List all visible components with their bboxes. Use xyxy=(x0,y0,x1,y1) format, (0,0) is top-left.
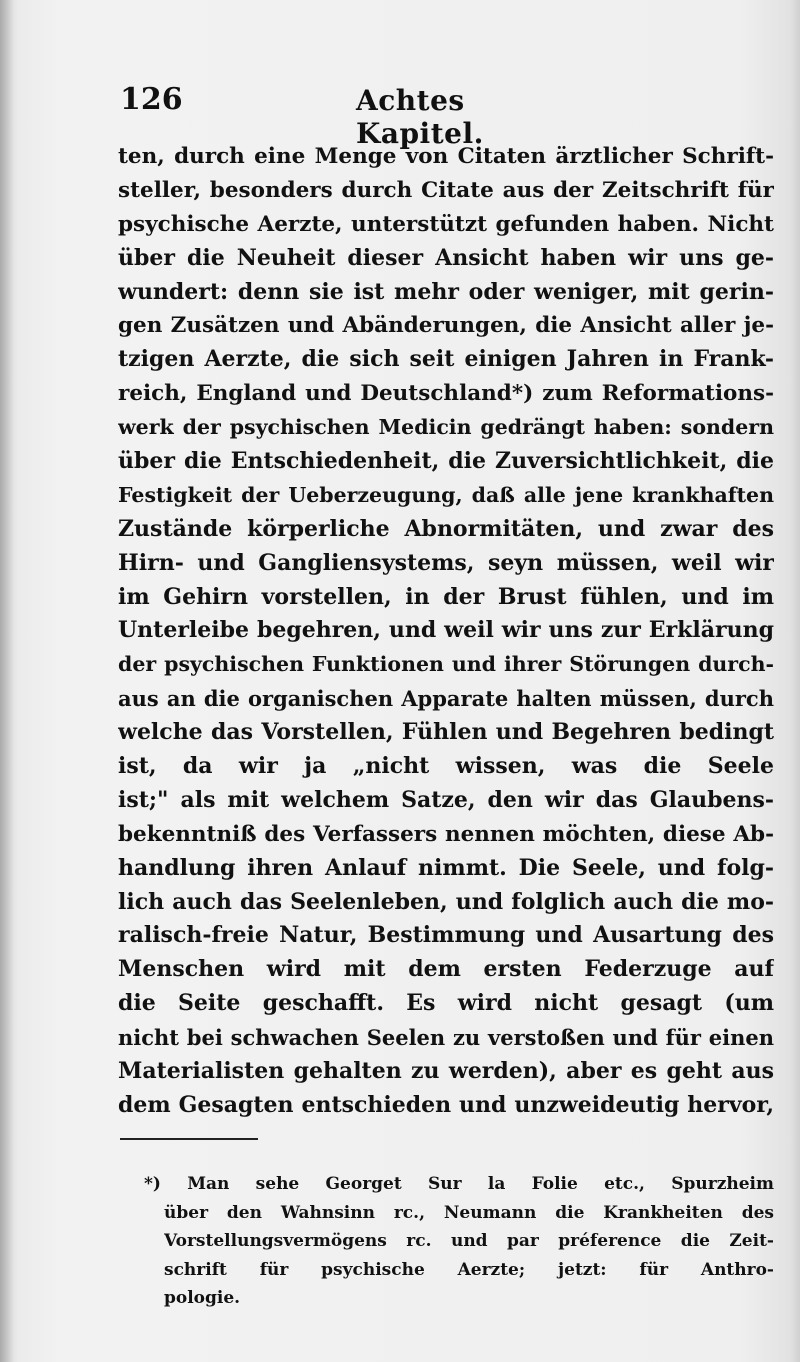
body-line: über die Entschiedenheit, die Zuversichtlichkeit, die xyxy=(118,448,774,475)
body-line: im Gehirn vorstellen, in der Brust fühlen, und im xyxy=(118,583,774,610)
body-line: die Seite geschafft. Es wird nicht gesagt (um xyxy=(118,990,774,1017)
body-line: wundert: denn sie ist mehr oder weniger, mit gerin- xyxy=(118,278,774,305)
body-line: werk der psychischen Medicin gedrängt haben: sondern xyxy=(118,415,774,440)
body-text xyxy=(118,140,774,1123)
body-line: ralisch-freie Natur, Bestimmung und Ausartung des xyxy=(118,922,774,949)
body-line: Hirn- und Gangliensystems, seyn müssen, weil wir xyxy=(118,549,774,576)
body-line: tzigen Aerzte, die sich seit einigen Jahren in Frank- xyxy=(118,346,774,373)
footnote-rule xyxy=(120,1138,258,1140)
footnote-line: Vorstellungsvermögens rc. und par préference die Zeit- xyxy=(164,1231,774,1251)
footnote-line: *) Man sehe Georget Sur la Folie etc., Spurzheim xyxy=(144,1174,774,1194)
body-line: psychische Aerzte, unterstützt gefunden haben. Nicht xyxy=(118,211,774,237)
body-line: lich auch das Seelenleben, und folglich auch die mo- xyxy=(118,888,774,915)
body-line: Menschen wird mit dem ersten Federzuge auf xyxy=(118,956,774,983)
body-line: Materialisten gehalten zu werden), aber es geht aus xyxy=(118,1058,774,1085)
page-header xyxy=(120,82,550,150)
body-line: Festigkeit der Ueberzeugung, daß alle jene krankhaften xyxy=(118,482,774,507)
body-line: aus an die organischen Apparate halten müssen, durch xyxy=(118,686,774,712)
body-line: Zustände körperliche Abnormitäten, und zwar des xyxy=(118,515,774,542)
spine-shadow xyxy=(0,0,14,1362)
footnote-line: schrift für psychische Aerzte; jetzt: für Anthro- xyxy=(164,1259,774,1280)
body-line: gen Zusätzen und Abänderungen, die Ansicht aller je- xyxy=(118,313,774,339)
body-line: ten, durch eine Menge von Citaten ärztlicher Schrift- xyxy=(118,144,774,169)
body-line: dem Gesagten entschieden und unzweideutig hervor, xyxy=(118,1091,774,1118)
body-line: über die Neuheit dieser Ansicht haben wir uns ge- xyxy=(118,244,774,271)
page-number: 126 xyxy=(120,82,183,117)
footnote-line: pologie. xyxy=(164,1288,241,1308)
body-line: ist;" als mit welchem Satze, den wir das Glaubens- xyxy=(118,786,774,813)
body-line: Unterleibe begehren, und weil wir uns zur Erklärung xyxy=(118,617,774,644)
body-line: der psychischen Funktionen und ihrer Störungen durch- xyxy=(118,652,774,677)
footnote xyxy=(144,1170,774,1313)
running-head: Achtes Kapitel. xyxy=(356,84,484,150)
body-line: ist, da wir ja „nicht wissen, was die Seele xyxy=(118,753,774,780)
body-line: reich, England und Deutschland*) zum Reformations- xyxy=(118,381,774,407)
body-line: welche das Vorstellen, Fühlen und Begehren bedingt xyxy=(118,719,774,746)
footnote-line: über den Wahnsinn rc., Neumann die Krankheiten des xyxy=(164,1202,774,1223)
body-line: nicht bei schwachen Seelen zu verstoßen und für einen xyxy=(118,1025,774,1051)
body-line: handlung ihren Anlauf nimmt. Die Seele, und folg- xyxy=(118,854,774,881)
body-line: bekenntniß des Verfassers nennen möchten, diese Ab- xyxy=(118,821,774,847)
body-line: steller, besonders durch Citate aus der Zeitschrift für xyxy=(118,177,774,203)
